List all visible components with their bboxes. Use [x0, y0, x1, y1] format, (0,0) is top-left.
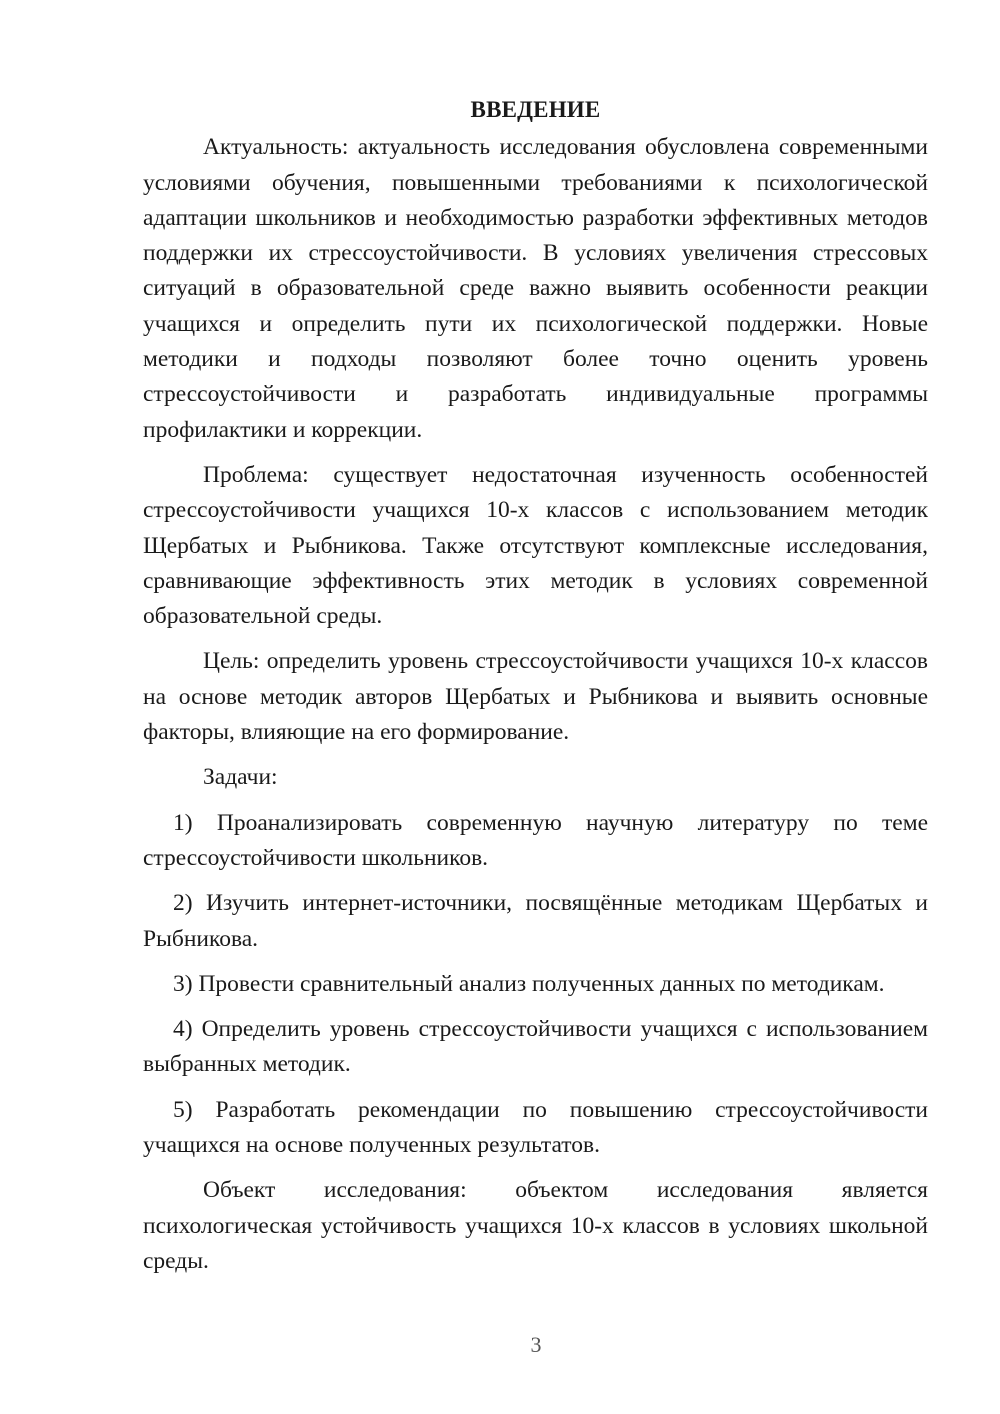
object-paragraph: Объект исследования: объектом исследования является психологическая устойчивость учащихся 10-х классов в условиях школьной среды. — [143, 1177, 928, 1274]
goal-paragraph: Цель: определить уровень стрессоустойчивости учащихся 10-х классов на основе методик авторов Щербатых и Рыбникова и выявить основные факторы, влияющие на его формирование. — [143, 648, 928, 746]
tasks-heading: Задачи: — [203, 764, 278, 791]
page-number: 3 — [530, 1332, 542, 1357]
relevance-paragraph: Актуальность: актуальность исследования обусловлена современными условиями обучения, повышенными требованиями к психологической адаптации школьников и необходимостью разработки эффективных методов поддержки их стрессоустойчивости. В условиях увеличения стрессовых ситуаций в образовательной среде важно выявить особенности реакции учащихся и определить пути их психологической поддержки. Новые методики и подходы позволяют более точно оценить уровень стрессоустойчивости и разработать индивидуальные программы профилактики и коррекции. — [143, 134, 928, 443]
task-item-4: 4) Определить уровень стрессоустойчивости учащихся с использованием выбранных методик. — [143, 1016, 928, 1078]
task-item-2: 2) Изучить интернет-источники, посвящённые методикам Щербатых и Рыбникова. — [143, 890, 928, 952]
problem-paragraph: Проблема: существует недостаточная изученность особенностей стрессоустойчивости учащихся 10-х классов с использованием методик Щербатых и Рыбникова. Также отсутствуют комплексные исследования, сравнивающие эффективность этих методик в условиях современной образовательной среды. — [143, 461, 928, 630]
page-content — [143, 92, 928, 1289]
task-item-5: 5) Разработать рекомендации по повышению стрессоустойчивости учащихся на основе полученных результатов. — [143, 1096, 928, 1159]
task-item-1: 1) Проанализировать современную научную литературу по теме стрессоустойчивости школьников. — [143, 809, 928, 871]
task-item-3: 3) Провести сравнительный анализ полученных данных по методикам. — [173, 970, 885, 997]
section-title: ВВЕДЕНИЕ — [470, 97, 601, 122]
